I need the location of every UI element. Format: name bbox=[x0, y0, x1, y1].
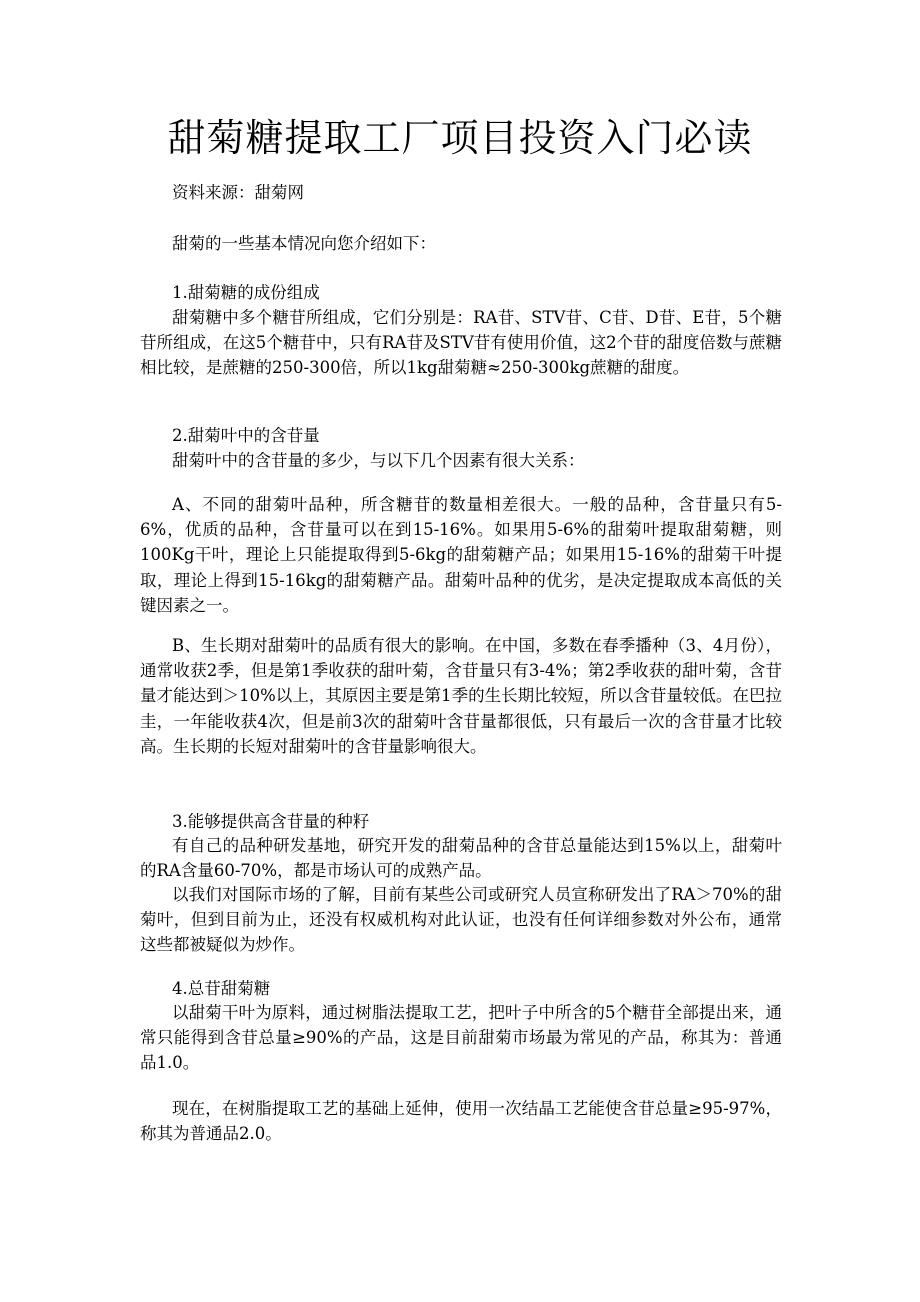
section-4-paragraph-2: 现在，在树脂提取工艺的基础上延伸，使用一次结晶工艺能使含苷总量≥95-97%，称其为普通品2.0。 bbox=[140, 1099, 782, 1144]
source-line: 资料来源：甜菊网 bbox=[172, 183, 304, 202]
section-3-paragraph-1: 有自己的品种研发基地，研究开发的甜菊品种的含苷总量能达到15%以上，甜菊叶的RA含量60-70%，都是市场认可的成熟产品。 bbox=[140, 836, 782, 881]
section-2-paragraph-a: A、不同的甜菊叶品种，所含糖苷的数量相差很大。一般的品种，含苷量只有5-6%，优质的品种，含苷量可以在到15-16%。如果用5-6%的甜菊叶提取甜菊糖，则100Kg干叶，理论上只能提取得到5-6kg的甜菊糖产品；如果用15-16%的甜菊干叶提取，理论上得到15-16kg的甜菊糖产品。甜菊叶品种的优劣，是决定提取成本高低的关键因素之一。 bbox=[140, 495, 782, 615]
document-title: 甜菊糖提取工厂项目投资入门必读 bbox=[167, 116, 753, 160]
section-3-paragraph-2: 以我们对国际市场的了解，目前有某些公司或研究人员宣称研发出了RA＞70%的甜菊叶，但到目前为止，还没有权威机构对此认证，也没有任何详细参数对外公布，通常这些都被疑似为炒作。 bbox=[140, 885, 782, 955]
section-1-paragraph: 甜菊糖中多个糖苷所组成，它们分别是：RA苷、STV苷、C苷、D苷、E苷，5个糖苷所组成，在这5个糖苷中，只有RA苷及STV苷有使用价值，这2个苷的甜度倍数与蔗糖相比较，是蔗糖的250-300倍，所以1kg甜菊糖≈250-300kg蔗糖的甜度。 bbox=[140, 308, 782, 378]
intro-line: 甜菊的一些基本情况向您介绍如下： bbox=[172, 234, 436, 253]
section-1-heading: 1.甜菊糖的成份组成 bbox=[172, 283, 320, 302]
section-4-heading: 4.总苷甜菊糖 bbox=[172, 979, 271, 998]
section-2-lead: 甜菊叶中的含苷量的多少，与以下几个因素有很大关系： bbox=[172, 451, 585, 470]
section-2-heading: 2.甜菊叶中的含苷量 bbox=[172, 426, 320, 445]
section-3-heading: 3.能够提供高含苷量的种籽 bbox=[172, 812, 370, 831]
section-4-paragraph-1: 以甜菊干叶为原料，通过树脂法提取工艺，把叶子中所含的5个糖苷全部提出来，通常只能得到含苷总量≥90%的产品，这是目前甜菊市场最为常见的产品，称其为：普通品1.0。 bbox=[140, 1003, 782, 1073]
section-2-paragraph-b: B、生长期对甜菊叶的品质有很大的影响。在中国，多数在春季播种（3、4月份），通常收获2季，但是第1季收获的甜叶菊，含苷量只有3-4%；第2季收获的甜叶菊，含苷量才能达到＞10%以上，其原因主要是第1季的生长期比较短，所以含苷量较低。在巴拉圭，一年能收获4次，但是前3次的甜菊叶含苷量都很低，只有最后一次的含苷量才比较高。生长期的长短对甜菊叶的含苷量影响很大。 bbox=[140, 636, 782, 756]
